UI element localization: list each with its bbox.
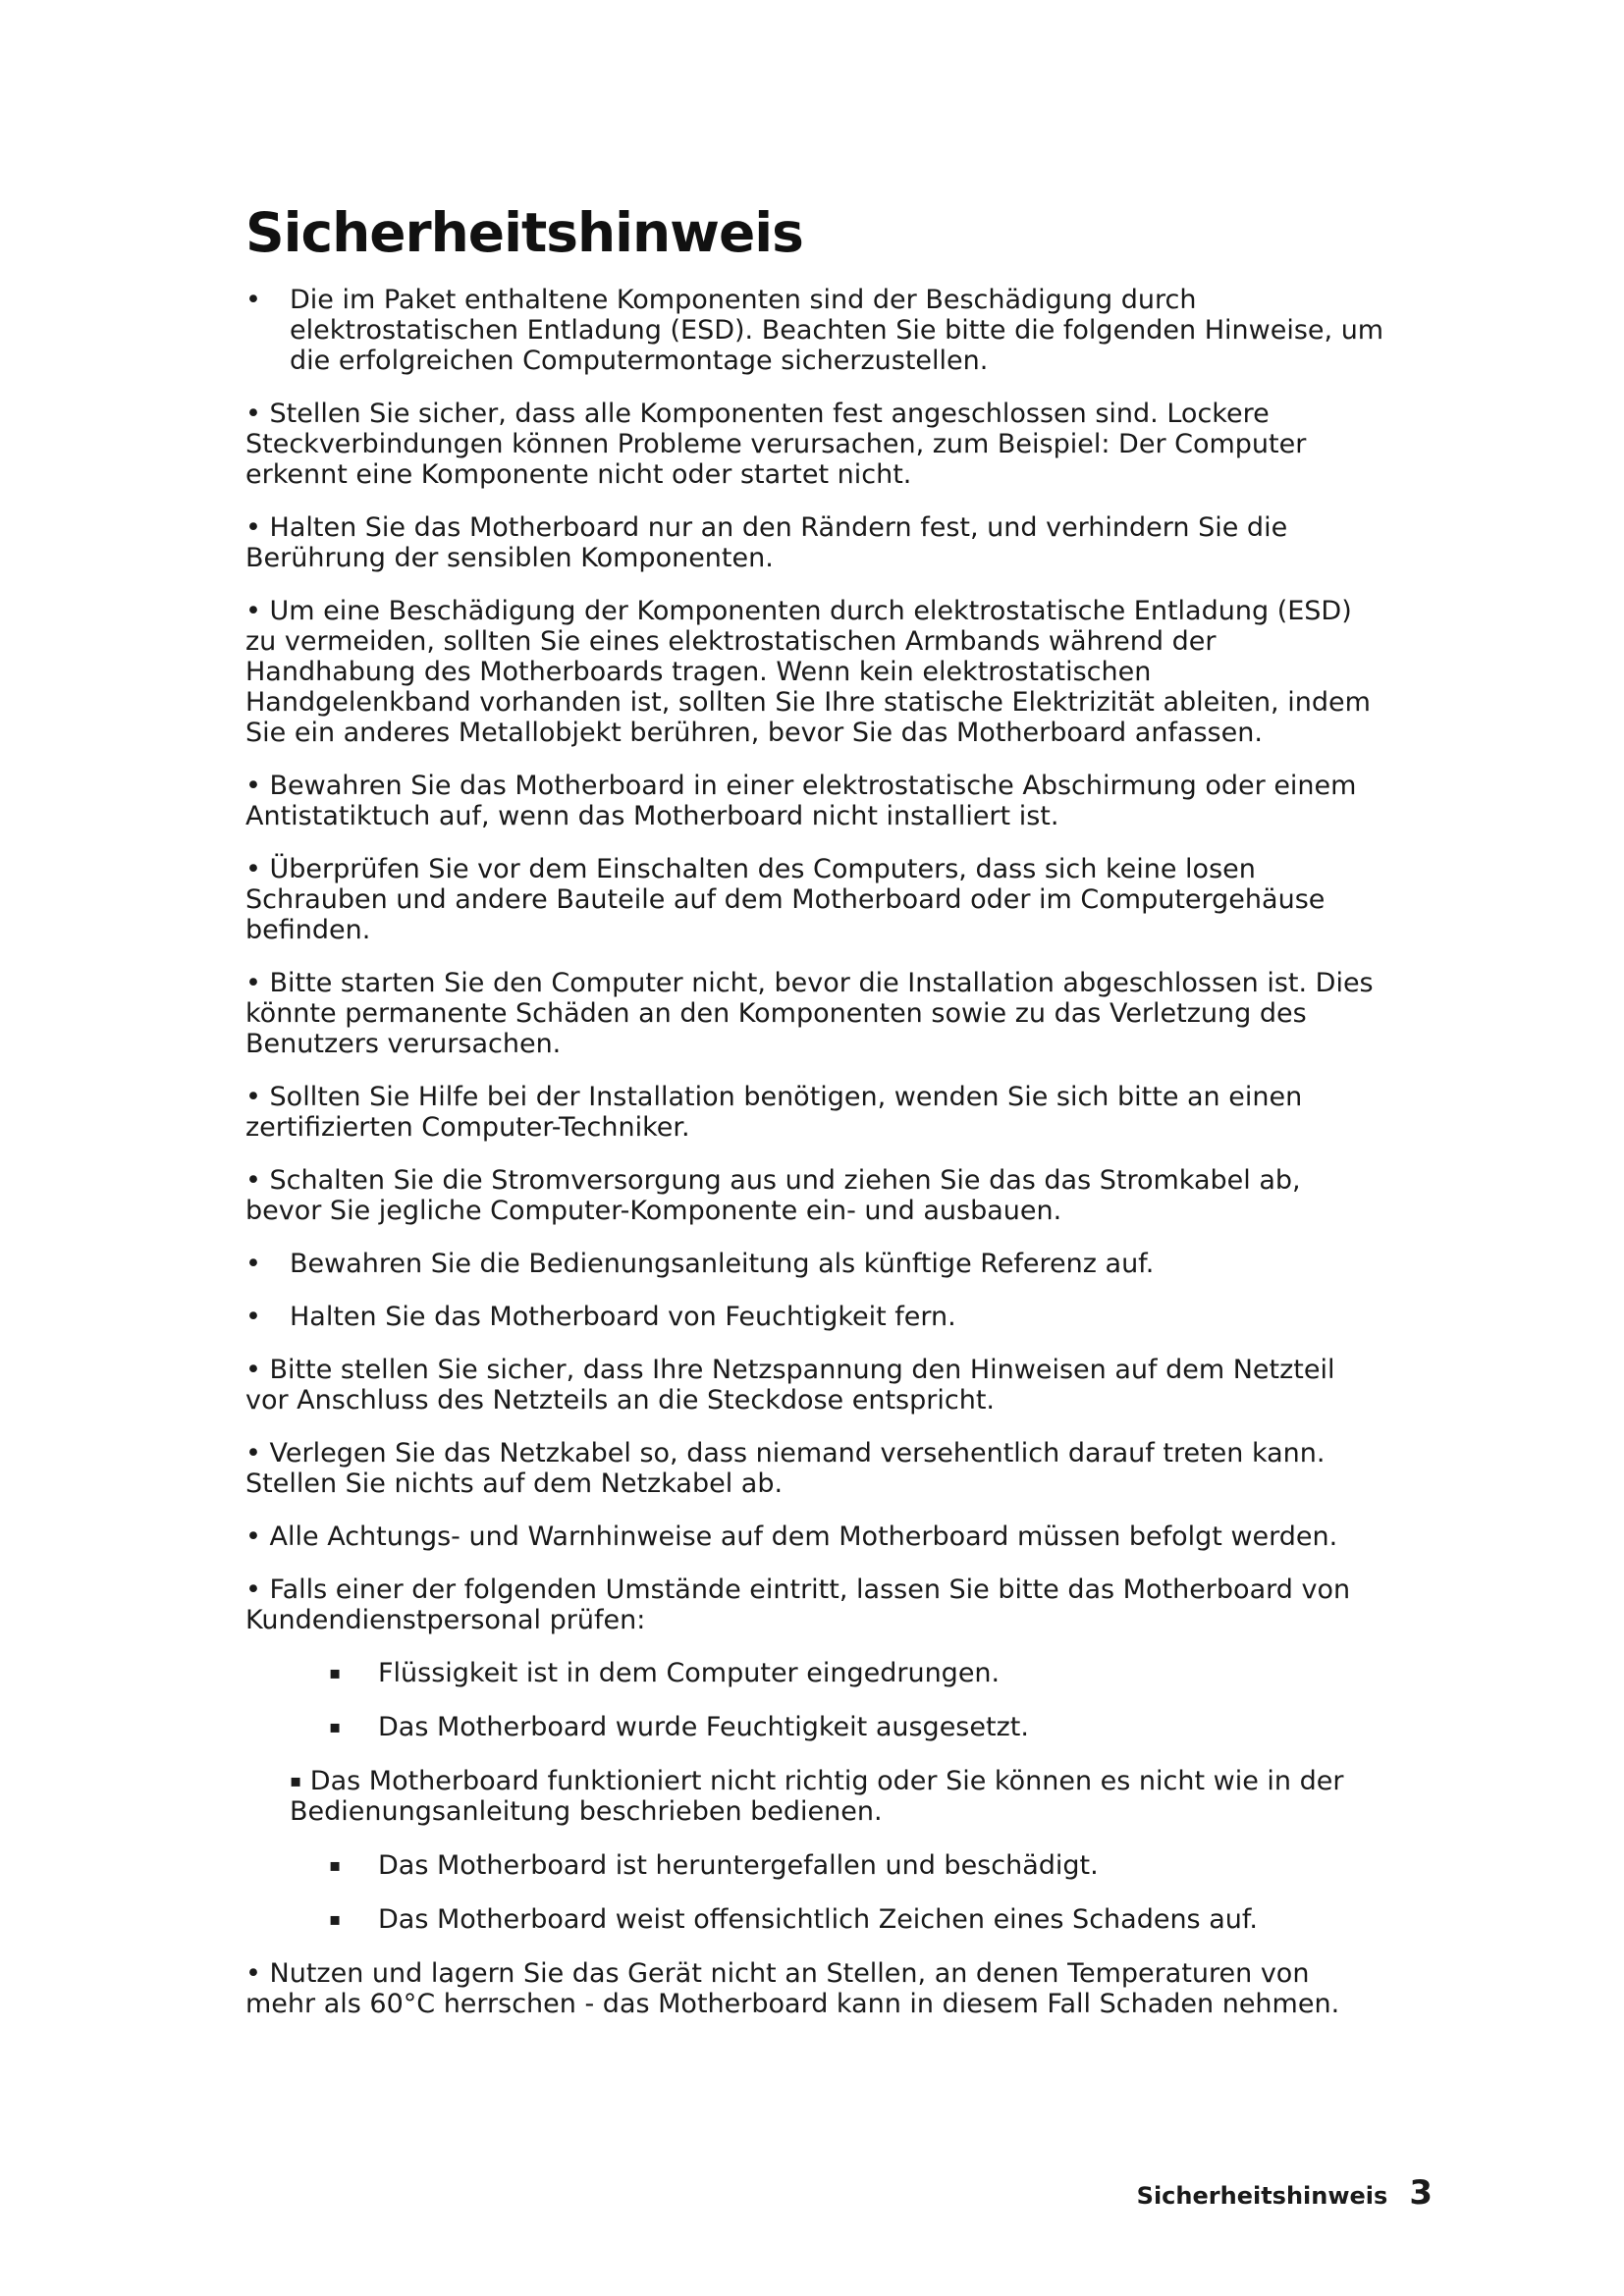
safety-item-text: Alle Achtungs- und Warnhinweise auf dem Motherboard müssen befolgt werden.: [269, 1522, 1338, 1552]
safety-item-14: [245, 1522, 1384, 1552]
bullet: •: [245, 1302, 261, 1332]
bullet: •: [245, 1522, 261, 1552]
safety-item-2: [245, 399, 1384, 490]
sub-item-3: [245, 1766, 1384, 1827]
safety-item-text: Bewahren Sie das Motherboard in einer elektrostatische Abschirmung oder einem Antistatiktuch auf, wenn das Motherboard nicht installiert ist.: [245, 771, 1357, 831]
bullet: •: [245, 512, 261, 543]
bullet: •: [245, 1355, 261, 1385]
safety-item-11: [245, 1302, 1384, 1332]
safety-item-text: Stellen Sie sicher, dass alle Komponenten fest angeschlossen sind. Lockere Steckverbindungen können Probleme verursachen, zum Beispiel: Der Computer erkennt eine Komponente nicht oder startet nicht.: [245, 399, 1307, 490]
square-bullet: ▪: [329, 1663, 342, 1683]
safety-item-text: Bitte starten Sie den Computer nicht, bevor die Installation abgeschlossen ist. Dies könnte permanente Schäden an den Komponenten sowie zu das Verletzung des Benutzers verursachen.: [245, 968, 1374, 1059]
bullet: •: [245, 1958, 261, 1989]
square-bullet: ▪: [329, 1717, 342, 1737]
sub-item-5: [245, 1904, 1384, 1935]
safety-item-10: [245, 1249, 1384, 1279]
safety-item-text: Sollten Sie Hilfe bei der Installation benötigen, wenden Sie sich bitte an einen zertifizierten Computer-Techniker.: [245, 1082, 1303, 1143]
bullet: •: [245, 1575, 261, 1605]
sub-item-text: Das Motherboard wurde Feuchtigkeit ausgesetzt.: [378, 1712, 1029, 1742]
square-bullet: ▪: [329, 1909, 342, 1930]
safety-item-text: Schalten Sie die Stromversorgung aus und ziehen Sie das das Stromkabel ab, bevor Sie jegliche Computer-Komponente ein- und ausbauen.: [245, 1165, 1301, 1226]
bullet: •: [245, 771, 261, 801]
bullet: •: [245, 968, 261, 998]
sub-item-text: Das Motherboard weist offensichtlich Zeichen eines Schadens auf.: [378, 1904, 1258, 1935]
sub-item-text: Flüssigkeit ist in dem Computer eingedrungen.: [378, 1658, 1001, 1688]
bullet: •: [245, 1249, 261, 1279]
bullet: •: [245, 1082, 261, 1112]
bullet: •: [245, 399, 261, 429]
safety-item-7: [245, 968, 1384, 1059]
safety-list: [245, 285, 1384, 2042]
bullet: •: [245, 285, 261, 315]
page-number: 3: [1409, 2173, 1433, 2213]
sub-item-text: Das Motherboard ist heruntergefallen und beschädigt.: [378, 1850, 1099, 1881]
sub-item-2: [245, 1712, 1384, 1742]
safety-item-text: Um eine Beschädigung der Komponenten durch elektrostatische Entladung (ESD) zu vermeiden, sollten Sie eines elektrostatischen Armbands während der Handhabung des Motherboards tragen. Wenn kein elektrostatischen Handgelenkband vorhanden ist, sollten Sie Ihre statische Elektrizität ableiten, indem Sie ein anderes Metallobjekt berühren, bevor Sie das Motherboard anfassen.: [245, 596, 1371, 748]
safety-item-text: Überprüfen Sie vor dem Einschalten des Computers, dass sich keine losen Schrauben und andere Bauteile auf dem Motherboard oder im Computergehäuse befinden.: [245, 854, 1326, 945]
safety-item-13: [245, 1438, 1384, 1499]
footer-section-label: Sicherheitshinweis: [1136, 2182, 1388, 2210]
safety-item-1: [245, 285, 1384, 376]
safety-item-text: Bewahren Sie die Bedienungsanleitung als künftige Referenz auf.: [290, 1249, 1155, 1279]
page-footer: [1137, 2173, 1433, 2213]
sub-item-1: [245, 1658, 1384, 1688]
safety-item-text: Halten Sie das Motherboard nur an den Rändern fest, und verhindern Sie die Berührung der sensiblen Komponenten.: [245, 512, 1288, 573]
safety-item-8: [245, 1082, 1384, 1143]
safety-item-text: Halten Sie das Motherboard von Feuchtigkeit fern.: [290, 1302, 956, 1332]
safety-item-4: [245, 596, 1384, 748]
safety-item-5: [245, 771, 1384, 831]
sub-item-4: [245, 1850, 1384, 1881]
safety-item-6: [245, 854, 1384, 945]
safety-item-15: [245, 1575, 1384, 1635]
bullet: •: [245, 1165, 261, 1196]
sub-item-text: Das Motherboard funktioniert nicht richtig oder Sie können es nicht wie in der Bedienungsanleitung beschrieben bedienen.: [290, 1766, 1344, 1827]
safety-item-text: Die im Paket enthaltene Komponenten sind der Beschädigung durch elektrostatischen Entladung (ESD). Beachten Sie bitte die folgenden Hinweise, um die erfolgreichen Computermontage sicherzustellen.: [290, 285, 1384, 376]
safety-item-12: [245, 1355, 1384, 1415]
safety-item-3: [245, 512, 1384, 573]
safety-item-16: [245, 1958, 1384, 2019]
safety-item-text: Nutzen und lagern Sie das Gerät nicht an Stellen, an denen Temperaturen von mehr als 60°C herrschen - das Motherboard kann in diesem Fall Schaden nehmen.: [245, 1958, 1340, 2019]
safety-item-text: Verlegen Sie das Netzkabel so, dass niemand versehentlich darauf treten kann. Stellen Sie nichts auf dem Netzkabel ab.: [245, 1438, 1326, 1499]
safety-item-9: [245, 1165, 1384, 1226]
square-bullet: ▪: [329, 1855, 342, 1876]
safety-item-text: Falls einer der folgenden Umstände eintritt, lassen Sie bitte das Motherboard von Kundendienstpersonal prüfen:: [245, 1575, 1351, 1635]
bullet: •: [245, 596, 261, 626]
bullet: •: [245, 1438, 261, 1468]
safety-item-text: Bitte stellen Sie sicher, dass Ihre Netzspannung den Hinweisen auf dem Netzteil vor Anschluss des Netzteils an die Steckdose entspricht.: [245, 1355, 1335, 1415]
square-bullet: ▪: [290, 1771, 302, 1791]
page-title: Sicherheitshinweis: [245, 201, 803, 264]
bullet: •: [245, 854, 261, 884]
